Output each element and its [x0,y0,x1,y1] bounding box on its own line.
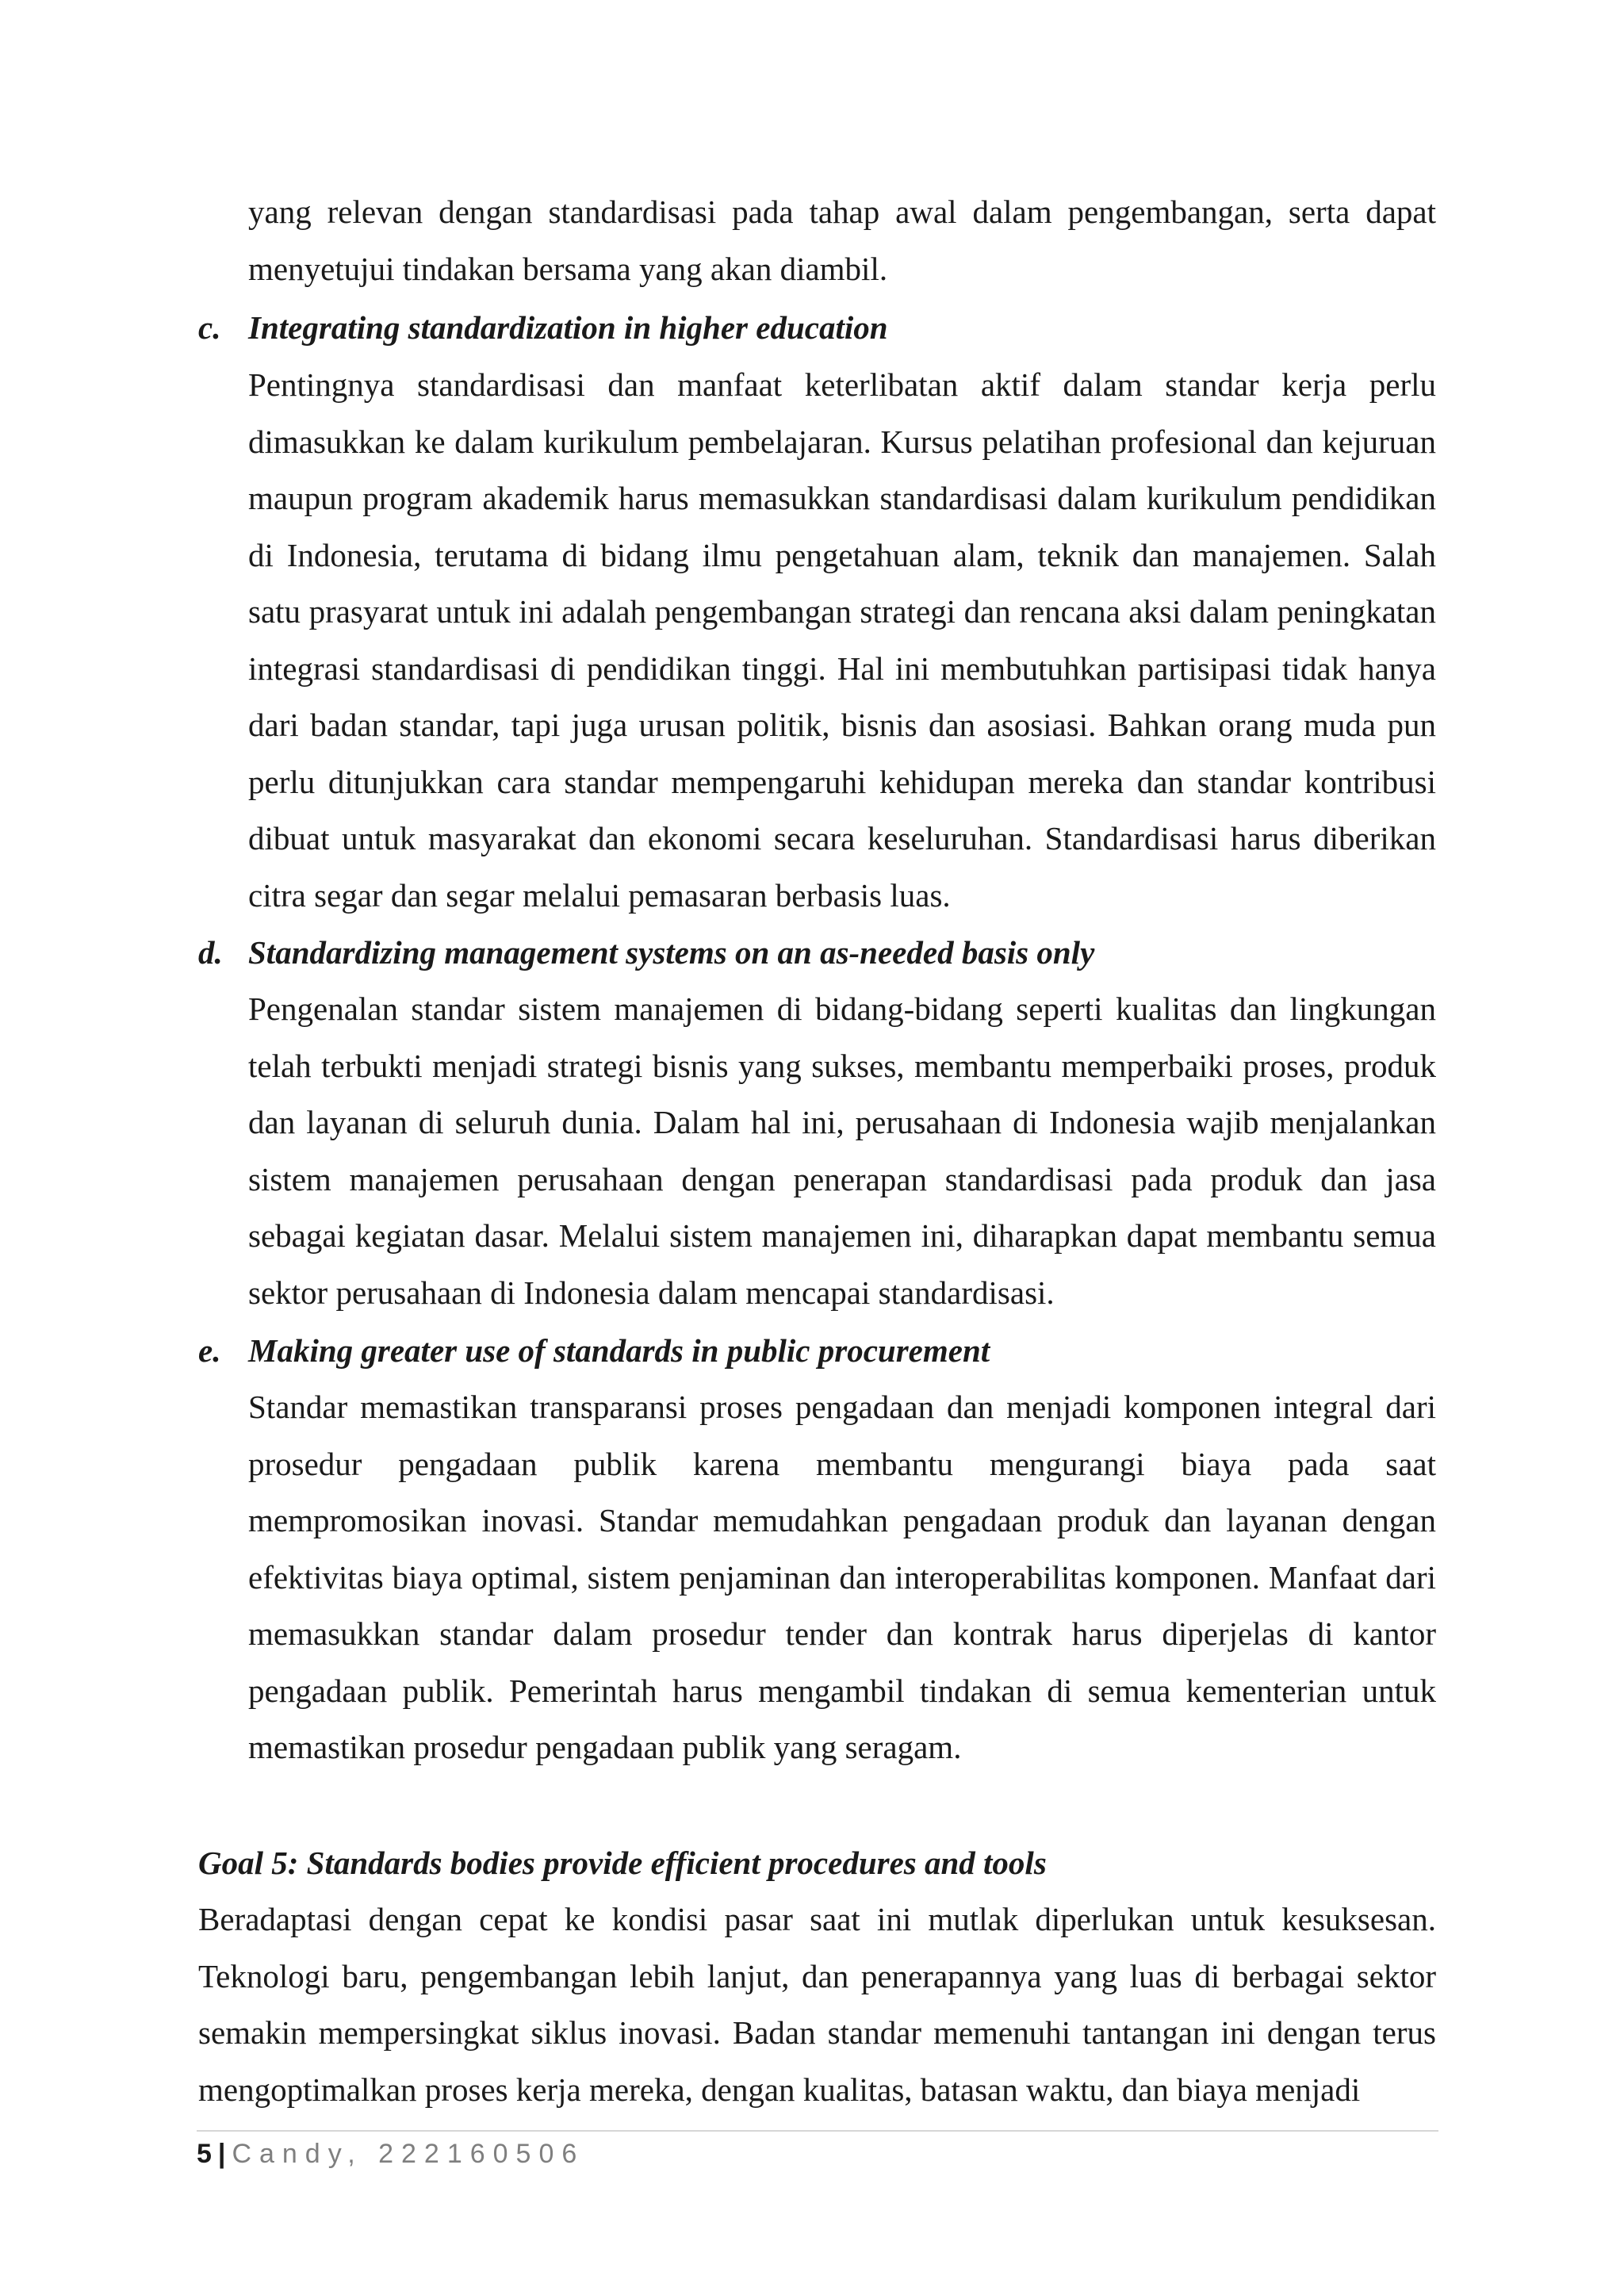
item-c-heading [198,300,888,357]
footer-separator: | [217,2139,226,2169]
item-e-letter: e. [198,1332,221,1369]
footer-author-id: Candy, 222160506 [232,2139,585,2169]
item-c-letter: c. [198,309,221,346]
item-c-title: Integrating standardization in higher education [248,309,888,346]
page-footer [197,2136,584,2171]
item-d-title: Standardizing management systems on an as-needed basis only [248,934,1095,971]
footer-divider [197,2130,1438,2132]
item-d-paragraph: Pengenalan standar sistem manajemen di bidang-bidang seperti kualitas dan lingkungan telah terbukti menjadi strategi bisnis yang sukses, membantu memperbaiki proses, produk dan layanan di seluruh dunia. Dalam hal ini, perusahaan di Indonesia wajib menjalankan sistem manajemen perusahaan dengan penerapan standardisasi pada produk dan jasa sebagai kegiatan dasar. Melalui sistem manajemen ini, diharapkan dapat membantu semua sektor perusahaan di Indonesia dalam mencapai standardisasi. [248,990,1436,1311]
item-e-title: Making greater use of standards in public procurement [248,1332,990,1369]
item-e-heading [198,1323,990,1380]
item-c-paragraph: Pentingnya standardisasi dan manfaat keterlibatan aktif dalam standar kerja perlu dimasukkan ke dalam kurikulum pembelajaran. Kursus pelatihan profesional dan kejuruan maupun program akademik harus memasukkan standardisasi dalam kurikulum pendidikan di Indonesia, terutama di bidang ilmu pengetahuan alam, teknik dan manajemen. Salah satu prasyarat untuk ini adalah pengembangan strategi dan rencana aksi dalam peningkatan integrasi standardisasi di pendidikan tinggi. Hal ini membutuhkan partisipasi tidak hanya dari badan standar, tapi juga urusan politik, bisnis dan asosiasi. Bahkan orang muda pun perlu ditunjukkan cara standar mempengaruhi kehidupan mereka dan standar kontribusi dibuat untuk masyarakat dan ekonomi secara keseluruhan. Standardisasi harus diberikan citra segar dan segar melalui pemasaran berbasis luas. [248,366,1436,914]
goal-heading: Goal 5: Standards bodies provide efficient procedures and tools [198,1845,1047,1881]
goal-paragraph: Beradaptasi dengan cepat ke kondisi pasar saat ini mutlak diperlukan untuk kesuksesan. Teknologi baru, pengembangan lebih lanjut, dan penerapannya yang luas di berbagai sektor semakin mempersingkat siklus inovasi. Badan standar memenuhi tantangan ini dengan terus mengoptimalkan proses kerja mereka, dengan kualitas, batasan waktu, dan biaya menjadi [198,1901,1436,2108]
continuation-paragraph: yang relevan dengan standardisasi pada tahap awal dalam pengembangan, serta dapat menyetujui tindakan bersama yang akan diambil. [248,193,1436,287]
page-number: 5 [197,2139,212,2169]
item-d-heading [198,925,1094,982]
item-d-letter: d. [198,934,223,971]
item-e-paragraph: Standar memastikan transparansi proses pengadaan dan menjadi komponen integral dari prosedur pengadaan publik karena membantu mengurangi biaya pada saat mempromosikan inovasi. Standar memudahkan pengadaan produk dan layanan dengan efektivitas biaya optimal, sistem penjaminan dan interoperabilitas komponen. Manfaat dari memasukkan standar dalam prosedur tender dan kontrak harus diperjelas di kantor pengadaan publik. Pemerintah harus mengambil tindakan di semua kementerian untuk memastikan prosedur pengadaan publik yang seragam. [248,1389,1436,1765]
